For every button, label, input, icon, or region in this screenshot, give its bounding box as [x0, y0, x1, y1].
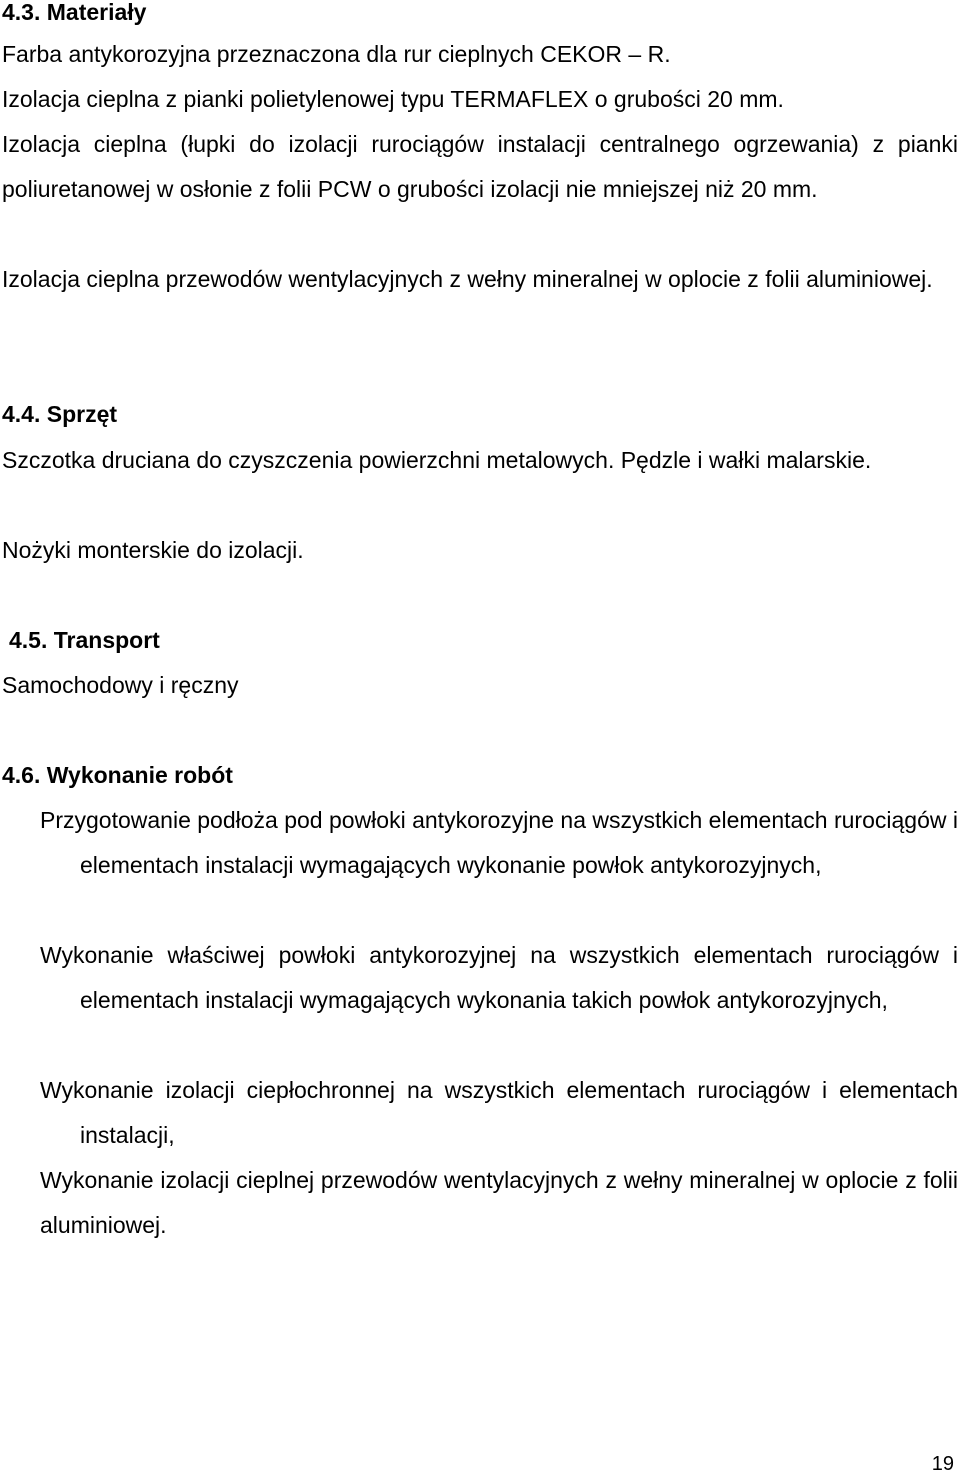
section-heading-materials: 4.3. Materiały	[2, 0, 147, 25]
materials-paragraph: Izolacja cieplna przewodów wentylacyjnych z wełny mineralnej w oplocie z folii aluminiowej.	[2, 266, 933, 292]
transport-paragraph: Samochodowy i ręczny	[2, 672, 239, 698]
works-list-item: Przygotowanie podłoża pod powłoki antykorozyjne na wszystkich elementach rurociągów i elementach instalacji wymagających wykonanie powłok antykorozyjnych,	[40, 807, 958, 878]
works-list-item: Wykonanie izolacji cieplnej przewodów wentylacyjnych z wełny mineralnej w oplocie z folii aluminiowej.	[40, 1167, 958, 1238]
page-number: 19	[931, 1453, 954, 1475]
equipment-paragraph: Nożyki monterskie do izolacji.	[2, 537, 304, 563]
section-heading-equipment: 4.4. Sprzęt	[2, 401, 118, 427]
section-heading-transport: 4.5. Transport	[9, 627, 160, 653]
materials-paragraph: Izolacja cieplna (łupki do izolacji rurociągów instalacji centralnego ogrzewania) z pianki poliuretanowej w osłonie z folii PCW o grubości izolacji nie mniejszej niż 20 mm.	[2, 131, 958, 202]
works-list-item: Wykonanie izolacji ciepłochronnej na wszystkich elementach rurociągów i elementach instalacji,	[40, 1077, 958, 1148]
equipment-paragraph: Szczotka druciana do czyszczenia powierzchni metalowych. Pędzle i wałki malarskie.	[2, 447, 872, 473]
materials-paragraph: Izolacja cieplna z pianki polietylenowej typu TERMAFLEX o grubości 20 mm.	[2, 86, 784, 112]
materials-paragraph: Farba antykorozyjna przeznaczona dla rur cieplnych CEKOR – R.	[2, 41, 671, 67]
section-heading-works: 4.6. Wykonanie robót	[2, 762, 233, 788]
works-list-item: Wykonanie właściwej powłoki antykorozyjnej na wszystkich elementach rurociągów i elementach instalacji wymagających wykonania takich powłok antykorozyjnych,	[40, 942, 958, 1013]
